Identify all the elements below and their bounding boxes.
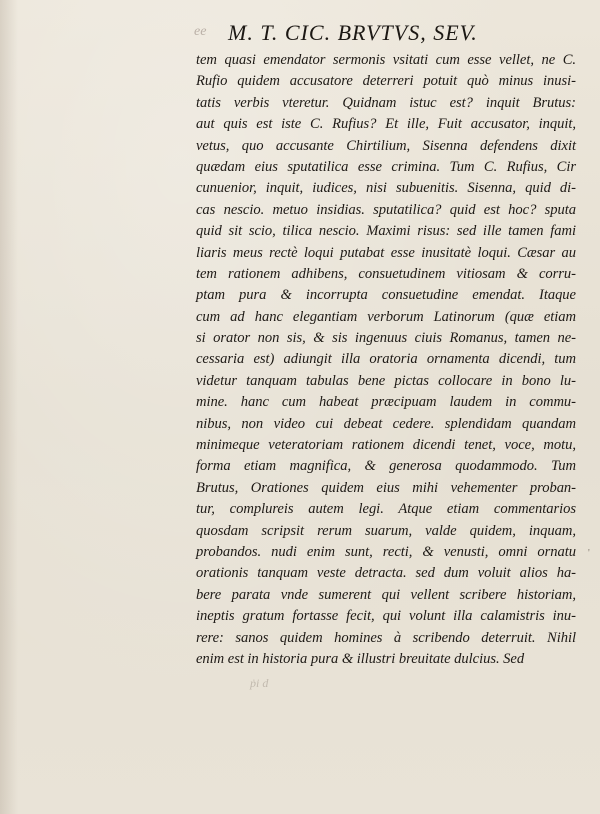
text-line: quid sit scio, tilica nescio. Maximi risus: sed ille tamen fami	[196, 223, 576, 240]
text-line: enim est in historia pura & illustri breuitate dulcius. Sed	[196, 650, 525, 667]
text-line: tur, complureis autem legi. Atque etiam commentarios	[196, 501, 576, 518]
text-line: videtur tanquam tabulas bene pictas collocare in bono lu-	[196, 372, 576, 389]
text-line: tem rationem adhibens, consuetudinem vitiosam & corru-	[196, 265, 576, 282]
text-line: nibus, non video cui debeat cedere. splendidam quandam	[196, 415, 576, 432]
text-line: rere: sanos quidem homines à scribendo deterruit. Nihil	[196, 629, 576, 646]
text-line: ptam pura & incorrupta consuetudine emendat. Itaque	[196, 287, 576, 304]
text-line: cas nescio. metuo insidias. sputatilica? quid est hoc? sputa	[196, 201, 576, 218]
text-line: quædam eius sputatilica esse crimina. Tum C. Rufius, Cir	[196, 158, 576, 175]
text-line: cunuenior, inquit, iudices, nisi subuenitis. Sisenna, quid di-	[196, 180, 576, 197]
text-line: liaris meus rectè loqui putabat esse inusitatè loqui. Cæsar au	[196, 244, 576, 261]
text-line: Brutus, Orationes quidem eius mihi vehementer proban-	[196, 479, 576, 496]
text-line: tatis verbis vteretur. Quidnam istuc est? inquit Brutus:	[196, 94, 576, 111]
body-text	[196, 50, 576, 670]
text-line: quosdam scripsit rerum suarum, valde quidem, inquam,	[196, 522, 576, 539]
bleed-through-mark: ee	[194, 24, 207, 39]
text-line: probandos. nudi enim sunt, recti, & venusti, omni ornatu	[196, 543, 576, 560]
text-line: mine. hanc cum habeat præcipuam laudem in commu-	[196, 394, 576, 411]
text-line: cum ad hanc elegantiam verborum Latinorum (quæ etiam	[196, 308, 576, 325]
text-line: minimeque veteratoriam rationem dicendi tenet, voce, motu,	[196, 437, 576, 454]
text-line: ineptis gratum fortasse fecit, qui volunt illa calamistris inu-	[196, 608, 576, 625]
text-line: Rufio quidem accusatore deterreri potuit quò minus inusi-	[196, 73, 576, 90]
running-head: M. T. CIC. BRVTVS, SEV.	[228, 20, 478, 45]
text-line: vetus, quo accusante Chirtilium, Sisenna defendens dixit	[196, 137, 576, 154]
margin-mark: '	[588, 548, 590, 559]
text-line: orationis tanquam veste detracta. sed dum voluit alios ha-	[196, 565, 576, 582]
text-line: bere parata vnde sumerent qui vellent scribere historiam,	[196, 586, 576, 603]
text-line: forma etiam magnifica, & generosa quodammodo. Tum	[196, 458, 576, 475]
spine-shadow	[0, 0, 18, 814]
ink-stain: ṗi d	[250, 676, 269, 690]
text-line: cessaria est) adiungit illa oratoria ornamenta dicendi, tum	[196, 351, 576, 368]
text-line: si orator non sis, & sis ingenuus ciuis Romanus, tamen ne-	[196, 330, 576, 347]
text-line: aut quis est iste C. Rufius? Et ille, Fuit accusator, inquit,	[196, 116, 576, 133]
text-line: tem quasi emendator sermonis vsitati cum esse vellet, ne C.	[196, 52, 576, 68]
